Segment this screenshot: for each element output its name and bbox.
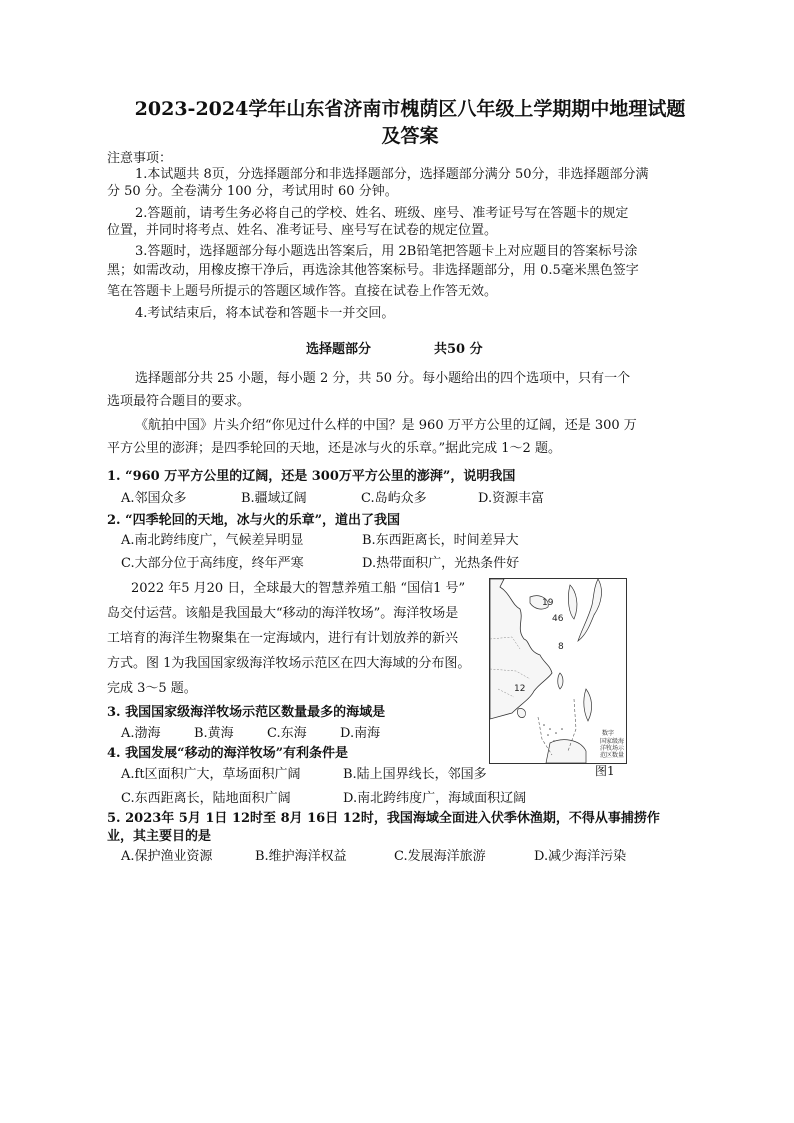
q2-stem: 2. “四季轮回的天地，冰与火的乐章”，道出了我国 — [107, 513, 401, 528]
q5-option-a: A.保护渔业资源 — [121, 849, 213, 864]
note-4: 4.考试结束后，将本试卷和答题卡一并交回。 — [135, 306, 395, 321]
q2-option-a: A.南北跨纬度广，气候差异明显 — [121, 533, 304, 548]
map-svg — [490, 579, 626, 763]
q3-option-a: A.渤海 — [121, 726, 161, 741]
japan — [578, 579, 601, 641]
map-label-12: 12 — [514, 684, 526, 694]
q4-options-row2 — [121, 790, 526, 808]
note-3b: 黑；如需改动，用橡皮擦干净后，再选涂其他答案标号。非选择题部分，用 0.5毫米黑色签字 — [107, 263, 639, 278]
q2-option-c: C.大部分位于高纬度，终年严寒 — [121, 556, 304, 571]
q4-options-row1 — [121, 766, 487, 784]
q3-options — [121, 725, 380, 743]
material-1b: 平方公里的澎湃；是四季轮回的天地，还是冰与火的乐章。”据此完成 1～2 题。 — [107, 441, 561, 456]
q4-option-d: D.南北跨纬度广，海域面积辽阔 — [343, 791, 527, 806]
taiwan — [558, 673, 563, 689]
q1-option-d: D.资源丰富 — [478, 491, 545, 506]
page-title-line2: 及答案 — [381, 125, 439, 147]
map-legend-4: 范区数量 — [600, 752, 625, 759]
material-2-line5: 完成 3～5 题。 — [107, 681, 197, 696]
material-2-line3: 工培育的海洋生物聚集在一定海域内，进行有计划放养的新兴 — [107, 631, 459, 646]
q1-stem: 1. “960 万平方公里的辽阔，还是 300万平方公里的澎湃”，说明我国 — [107, 469, 516, 484]
figure-caption: 图1 — [595, 764, 615, 778]
section-score: 共50 分 — [434, 342, 483, 357]
q4-option-a: A.ft区面积广大，草场面积广阔 — [121, 767, 301, 782]
q5-options — [121, 848, 626, 866]
material-1a: 《航拍中国》片头介绍“你见过什么样的中国？是 960 万平方公里的辽阔，还是 300 万 — [135, 418, 637, 433]
q3-stem: 3. 我国国家级海洋牧场示范区数量最多的海域是 — [107, 705, 386, 720]
borneo — [546, 740, 586, 763]
note-1b: 分 50 分。全卷满分 100 分，考试用时 60 分钟。 — [107, 184, 398, 199]
q4-option-b: B.陆上国界线长，邻国多 — [343, 767, 487, 782]
material-2-line1: 2022 年5 月20 日，全球最大的智慧养殖工船 “国信1 号” — [131, 581, 466, 596]
q3-option-c: C.东海 — [267, 726, 307, 741]
q5-stem-line1: 5. 2023年 5月 1日 12时至 8月 16日 12时，我国海域全面进入伏季休渔期，不得从事捕捞作 — [107, 811, 660, 826]
map-legend-3: 洋牧场示 — [600, 745, 625, 752]
material-2-line4: 方式。图 1为我国国家级海洋牧场示范区在四大海域的分布图。 — [107, 656, 471, 671]
page-title: 2023-2024学年山东省济南市槐荫区八年级上学期期中地理试题 — [134, 98, 686, 120]
note-3c: 笔在答题卡上题号所提示的答题区域作答。直接在试卷上作答无效。 — [107, 284, 498, 299]
section-intro-2: 选项最符合题目的要求。 — [107, 394, 251, 409]
q4-option-c: C.东西距离长，陆地面积广阔 — [121, 791, 291, 806]
marine-ranch-map — [489, 578, 627, 764]
q2-options-row2 — [121, 555, 519, 573]
south-sea-islands — [543, 724, 563, 742]
map-label-8: 8 — [558, 642, 564, 652]
q5-option-d: D.减少海洋污染 — [534, 849, 627, 864]
q1-option-b: B.疆域辽阔 — [241, 491, 307, 506]
map-legend-2: 国家级海 — [600, 738, 625, 745]
note-2b: 位置，并同时将考点、姓名、准考证号、座号写在试卷的规定位置。 — [107, 223, 498, 238]
q3-option-d: D.南海 — [340, 726, 381, 741]
section-title: 选择题部分 — [306, 342, 372, 357]
q3-option-b: B.黄海 — [194, 726, 234, 741]
q1-options — [121, 490, 544, 508]
section-intro-1: 选择题部分共 25 小题，每小题 2 分，共 50 分。每小题给出的四个选项中，只有一个 — [135, 371, 631, 386]
q5-stem-line2: 业，其主要目的是 — [107, 829, 212, 844]
notes-heading: 注意事项： — [107, 151, 173, 166]
note-1a: 1.本试题共 8页，分选择题部分和非选择题部分，选择题部分满分 50分，非选择题部分满 — [135, 167, 649, 182]
q2-options-row1 — [121, 532, 519, 550]
map-label-19: 19 — [542, 598, 554, 608]
q5-option-b: B.维护海洋权益 — [255, 849, 347, 864]
map-label-46: 46 — [552, 614, 564, 624]
q5-option-c: C.发展海洋旅游 — [394, 849, 486, 864]
q1-option-a: A.邻国众多 — [121, 491, 187, 506]
q2-option-d: D.热带面积广，光热条件好 — [362, 556, 520, 571]
note-2a: 2.答题前，请考生务必将自己的学校、姓名、班级、座号、准考证号写在答题卡的规定 — [135, 206, 629, 221]
q4-stem: 4. 我国发展“移动的海洋牧场”有利条件是 — [107, 746, 349, 761]
philippines — [584, 689, 592, 721]
material-2-line2: 岛交付运营。该船是我国最大“移动的海洋牧场”。海洋牧场是 — [107, 606, 459, 621]
note-3a: 3.答题时，选择题部分每小题选出答案后，用 2B铅笔把答题卡上对应题目的答案标号涂 — [135, 244, 638, 259]
korea — [568, 585, 577, 619]
q1-option-c: C.岛屿众多 — [361, 491, 427, 506]
map-legend-1: 数字 — [602, 730, 615, 737]
q2-option-b: B.东西距离长，时间差异大 — [362, 533, 519, 548]
hainan — [517, 709, 525, 718]
